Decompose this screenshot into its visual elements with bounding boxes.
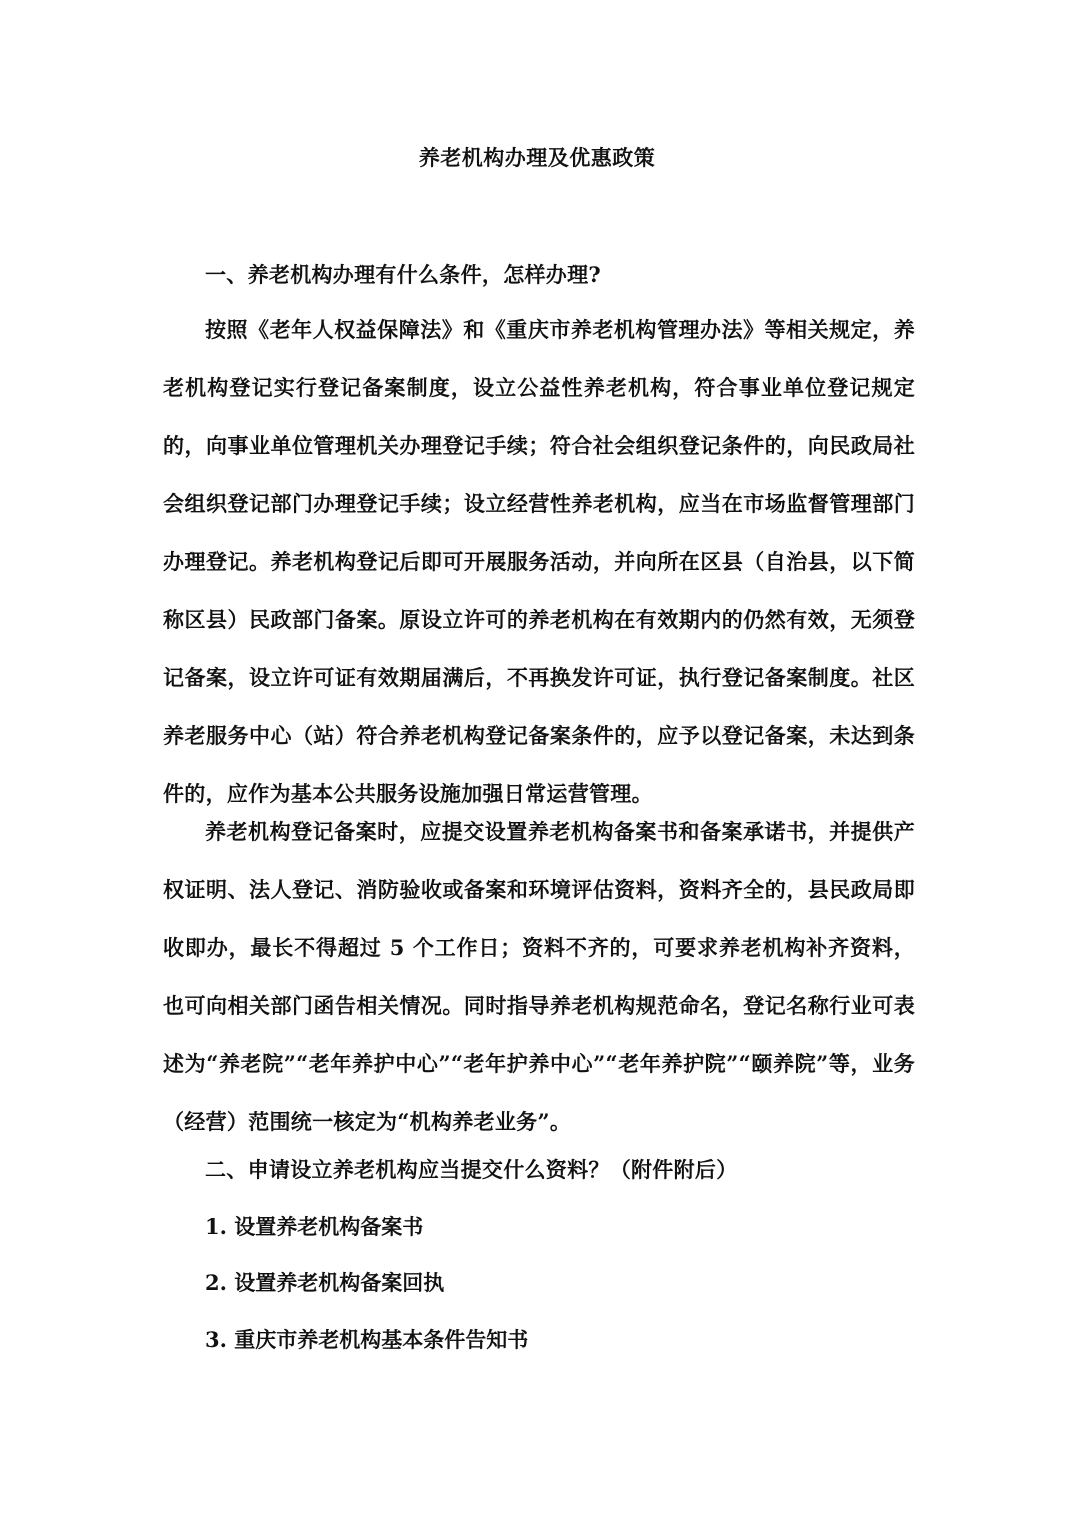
document-title: 养老机构办理及优惠政策 — [418, 145, 656, 170]
paragraph-2: 养老机构登记备案时，应提交设置养老机构备案书和备案承诺书，并提供产权证明、法人登记、消防验收或备案和环境评估资料，资料齐全的，县民政局即收即办，最长不得超过 5 个工作日；资料不齐的，可要求养老机构补齐资料，也可向相关部门函告相关情况。同时指导养老机构规范命名，登记名称行业可表述为“养老院”“老年养护中心”“老年护养中心”“老年养护院”“颐养院”等，业务（经营）范围统一核定为“机构养老业务”。 — [163, 819, 915, 1134]
section-1-heading: 一、养老机构办理有什么条件，怎样办理? — [205, 262, 602, 287]
paragraph-1: 按照《老年人权益保障法》和《重庆市养老机构管理办法》等相关规定，养老机构登记实行登记备案制度，设立公益性养老机构，符合事业单位登记规定的，向事业单位管理机关办理登记手续；符合社会组织登记条件的，向民政局社会组织登记部门办理登记手续；设立经营性养老机构，应当在市场监督管理部门办理登记。养老机构登记后即可开展服务活动，并向所在区县（自治县，以下简称区县）民政部门备案。原设立许可的养老机构在有效期内的仍然有效，无须登记备案，设立许可证有效期届满后，不再换发许可证，执行登记备案制度。社区养老服务中心（站）符合养老机构登记备案条件的，应予以登记备案，未达到条件的，应作为基本公共服务设施加强日常运营管理。 — [163, 317, 915, 806]
section-2-heading: 二、申请设立养老机构应当提交什么资料？（附件附后） — [205, 1157, 738, 1182]
list-item: 1. 设置养老机构备案书 — [205, 1214, 424, 1239]
list-item: 2. 设置养老机构备案回执 — [205, 1270, 445, 1295]
list-item: 3. 重庆市养老机构基本条件告知书 — [205, 1327, 529, 1352]
